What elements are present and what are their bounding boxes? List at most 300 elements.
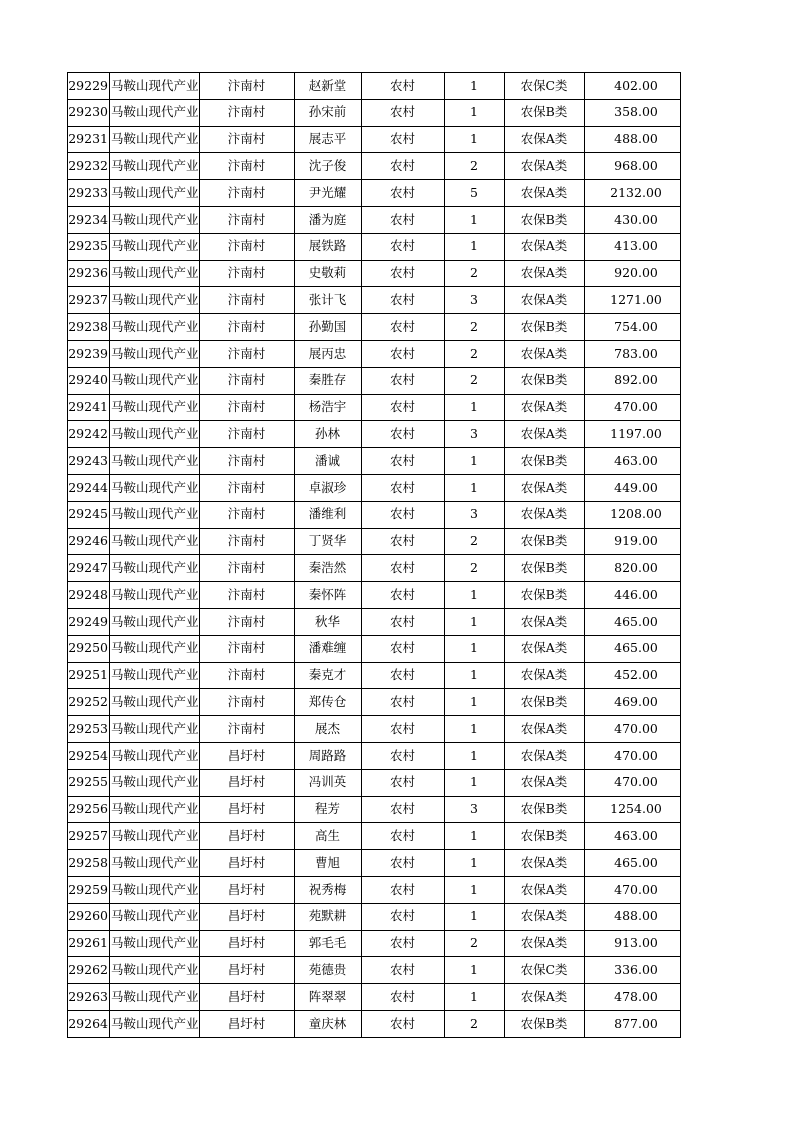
cell-amount: 413.00 xyxy=(584,233,680,260)
cell-unit: 马鞍山现代产业 xyxy=(110,474,200,501)
cell-village: 昌圩村 xyxy=(199,823,294,850)
cell-id: 29235 xyxy=(68,233,110,260)
cell-area: 农村 xyxy=(361,608,444,635)
cell-area: 农村 xyxy=(361,716,444,743)
cell-area: 农村 xyxy=(361,153,444,180)
cell-amount: 470.00 xyxy=(584,769,680,796)
cell-area: 农村 xyxy=(361,662,444,689)
cell-village: 昌圩村 xyxy=(199,742,294,769)
cell-name: 展铁路 xyxy=(294,233,361,260)
cell-category: 农保A类 xyxy=(504,903,584,930)
table-row xyxy=(68,635,681,662)
cell-category: 农保A类 xyxy=(504,340,584,367)
cell-id: 29258 xyxy=(68,850,110,877)
payment-table xyxy=(67,72,681,1038)
cell-amount: 470.00 xyxy=(584,876,680,903)
table-row xyxy=(68,448,681,475)
cell-name: 丁贤华 xyxy=(294,528,361,555)
cell-unit: 马鞍山现代产业 xyxy=(110,314,200,341)
cell-unit: 马鞍山现代产业 xyxy=(110,984,200,1011)
cell-village: 昌圩村 xyxy=(199,1010,294,1037)
cell-count: 1 xyxy=(444,126,504,153)
table-row xyxy=(68,930,681,957)
cell-count: 1 xyxy=(444,716,504,743)
cell-id: 29262 xyxy=(68,957,110,984)
cell-village: 汴南村 xyxy=(199,340,294,367)
table-row xyxy=(68,796,681,823)
cell-amount: 402.00 xyxy=(584,73,680,100)
table-row xyxy=(68,73,681,100)
cell-category: 农保B类 xyxy=(504,99,584,126)
cell-id: 29254 xyxy=(68,742,110,769)
cell-category: 农保A类 xyxy=(504,287,584,314)
cell-unit: 马鞍山现代产业 xyxy=(110,233,200,260)
cell-amount: 469.00 xyxy=(584,689,680,716)
table-row xyxy=(68,876,681,903)
cell-area: 农村 xyxy=(361,1010,444,1037)
cell-id: 29255 xyxy=(68,769,110,796)
cell-category: 农保B类 xyxy=(504,206,584,233)
cell-name: 秦怀阵 xyxy=(294,582,361,609)
cell-count: 2 xyxy=(444,1010,504,1037)
cell-area: 农村 xyxy=(361,180,444,207)
cell-village: 汴南村 xyxy=(199,608,294,635)
cell-area: 农村 xyxy=(361,474,444,501)
cell-amount: 478.00 xyxy=(584,984,680,1011)
cell-unit: 马鞍山现代产业 xyxy=(110,716,200,743)
cell-unit: 马鞍山现代产业 xyxy=(110,394,200,421)
cell-area: 农村 xyxy=(361,528,444,555)
cell-unit: 马鞍山现代产业 xyxy=(110,555,200,582)
cell-id: 29251 xyxy=(68,662,110,689)
cell-id: 29236 xyxy=(68,260,110,287)
cell-name: 秦克才 xyxy=(294,662,361,689)
cell-name: 孙勤国 xyxy=(294,314,361,341)
cell-id: 29229 xyxy=(68,73,110,100)
cell-area: 农村 xyxy=(361,287,444,314)
cell-count: 1 xyxy=(444,823,504,850)
cell-count: 3 xyxy=(444,796,504,823)
cell-name: 潘难缠 xyxy=(294,635,361,662)
cell-village: 汴南村 xyxy=(199,501,294,528)
cell-name: 展志平 xyxy=(294,126,361,153)
cell-village: 汴南村 xyxy=(199,233,294,260)
cell-amount: 488.00 xyxy=(584,903,680,930)
cell-amount: 465.00 xyxy=(584,608,680,635)
cell-name: 潘为庭 xyxy=(294,206,361,233)
table-row xyxy=(68,153,681,180)
cell-area: 农村 xyxy=(361,850,444,877)
cell-village: 昌圩村 xyxy=(199,984,294,1011)
cell-amount: 783.00 xyxy=(584,340,680,367)
cell-area: 农村 xyxy=(361,635,444,662)
cell-area: 农村 xyxy=(361,742,444,769)
cell-unit: 马鞍山现代产业 xyxy=(110,769,200,796)
table-row xyxy=(68,501,681,528)
cell-name: 尹光耀 xyxy=(294,180,361,207)
cell-area: 农村 xyxy=(361,394,444,421)
cell-area: 农村 xyxy=(361,823,444,850)
cell-amount: 358.00 xyxy=(584,99,680,126)
cell-category: 农保A类 xyxy=(504,233,584,260)
cell-amount: 1271.00 xyxy=(584,287,680,314)
cell-count: 1 xyxy=(444,957,504,984)
cell-unit: 马鞍山现代产业 xyxy=(110,367,200,394)
cell-name: 周路路 xyxy=(294,742,361,769)
cell-amount: 820.00 xyxy=(584,555,680,582)
cell-count: 2 xyxy=(444,260,504,287)
cell-area: 农村 xyxy=(361,99,444,126)
cell-name: 卓淑珍 xyxy=(294,474,361,501)
cell-area: 农村 xyxy=(361,957,444,984)
cell-unit: 马鞍山现代产业 xyxy=(110,73,200,100)
cell-category: 农保A类 xyxy=(504,635,584,662)
cell-name: 冯训英 xyxy=(294,769,361,796)
table-row xyxy=(68,582,681,609)
cell-village: 汴南村 xyxy=(199,367,294,394)
cell-unit: 马鞍山现代产业 xyxy=(110,99,200,126)
cell-village: 汴南村 xyxy=(199,474,294,501)
cell-category: 农保B类 xyxy=(504,314,584,341)
cell-name: 阵翠翠 xyxy=(294,984,361,1011)
cell-id: 29259 xyxy=(68,876,110,903)
cell-unit: 马鞍山现代产业 xyxy=(110,796,200,823)
cell-area: 农村 xyxy=(361,126,444,153)
cell-id: 29240 xyxy=(68,367,110,394)
cell-id: 29230 xyxy=(68,99,110,126)
cell-category: 农保C类 xyxy=(504,957,584,984)
cell-category: 农保A类 xyxy=(504,394,584,421)
cell-category: 农保A类 xyxy=(504,742,584,769)
cell-amount: 463.00 xyxy=(584,448,680,475)
cell-village: 汴南村 xyxy=(199,662,294,689)
cell-count: 2 xyxy=(444,340,504,367)
cell-amount: 1254.00 xyxy=(584,796,680,823)
cell-unit: 马鞍山现代产业 xyxy=(110,608,200,635)
table-row xyxy=(68,340,681,367)
table-row xyxy=(68,903,681,930)
cell-category: 农保B类 xyxy=(504,1010,584,1037)
cell-amount: 446.00 xyxy=(584,582,680,609)
table-row xyxy=(68,769,681,796)
cell-name: 秦胜存 xyxy=(294,367,361,394)
cell-name: 展杰 xyxy=(294,716,361,743)
cell-id: 29249 xyxy=(68,608,110,635)
cell-name: 孙宋前 xyxy=(294,99,361,126)
cell-area: 农村 xyxy=(361,501,444,528)
cell-name: 郑传仓 xyxy=(294,689,361,716)
cell-unit: 马鞍山现代产业 xyxy=(110,528,200,555)
cell-amount: 892.00 xyxy=(584,367,680,394)
cell-area: 农村 xyxy=(361,340,444,367)
cell-area: 农村 xyxy=(361,260,444,287)
cell-name: 童庆林 xyxy=(294,1010,361,1037)
cell-count: 1 xyxy=(444,448,504,475)
cell-unit: 马鞍山现代产业 xyxy=(110,287,200,314)
cell-count: 1 xyxy=(444,73,504,100)
cell-area: 农村 xyxy=(361,903,444,930)
table-row xyxy=(68,394,681,421)
cell-village: 昌圩村 xyxy=(199,769,294,796)
cell-area: 农村 xyxy=(361,314,444,341)
cell-amount: 470.00 xyxy=(584,742,680,769)
cell-name: 潘诚 xyxy=(294,448,361,475)
cell-category: 农保A类 xyxy=(504,930,584,957)
cell-amount: 463.00 xyxy=(584,823,680,850)
cell-unit: 马鞍山现代产业 xyxy=(110,501,200,528)
cell-amount: 2132.00 xyxy=(584,180,680,207)
cell-id: 29253 xyxy=(68,716,110,743)
table-row xyxy=(68,555,681,582)
cell-id: 29232 xyxy=(68,153,110,180)
table-row xyxy=(68,367,681,394)
cell-unit: 马鞍山现代产业 xyxy=(110,1010,200,1037)
cell-village: 汴南村 xyxy=(199,528,294,555)
cell-amount: 449.00 xyxy=(584,474,680,501)
table-row xyxy=(68,206,681,233)
cell-category: 农保A类 xyxy=(504,474,584,501)
cell-name: 张计飞 xyxy=(294,287,361,314)
cell-id: 29250 xyxy=(68,635,110,662)
cell-village: 汴南村 xyxy=(199,126,294,153)
cell-count: 1 xyxy=(444,903,504,930)
cell-name: 高生 xyxy=(294,823,361,850)
cell-category: 农保B类 xyxy=(504,367,584,394)
cell-area: 农村 xyxy=(361,206,444,233)
cell-id: 29244 xyxy=(68,474,110,501)
cell-unit: 马鞍山现代产业 xyxy=(110,180,200,207)
cell-count: 5 xyxy=(444,180,504,207)
cell-unit: 马鞍山现代产业 xyxy=(110,742,200,769)
cell-amount: 1197.00 xyxy=(584,421,680,448)
cell-amount: 1208.00 xyxy=(584,501,680,528)
cell-name: 杨浩宇 xyxy=(294,394,361,421)
cell-count: 2 xyxy=(444,555,504,582)
cell-category: 农保A类 xyxy=(504,876,584,903)
cell-village: 汴南村 xyxy=(199,287,294,314)
cell-count: 1 xyxy=(444,662,504,689)
cell-name: 曹旭 xyxy=(294,850,361,877)
cell-category: 农保A类 xyxy=(504,501,584,528)
cell-category: 农保B类 xyxy=(504,823,584,850)
cell-village: 汴南村 xyxy=(199,153,294,180)
cell-count: 1 xyxy=(444,233,504,260)
cell-area: 农村 xyxy=(361,448,444,475)
cell-village: 汴南村 xyxy=(199,314,294,341)
cell-village: 汴南村 xyxy=(199,635,294,662)
cell-unit: 马鞍山现代产业 xyxy=(110,876,200,903)
cell-unit: 马鞍山现代产业 xyxy=(110,930,200,957)
cell-count: 2 xyxy=(444,367,504,394)
cell-village: 昌圩村 xyxy=(199,796,294,823)
cell-amount: 877.00 xyxy=(584,1010,680,1037)
table-row xyxy=(68,180,681,207)
table-row xyxy=(68,850,681,877)
cell-area: 农村 xyxy=(361,930,444,957)
cell-count: 1 xyxy=(444,769,504,796)
cell-id: 29233 xyxy=(68,180,110,207)
cell-category: 农保A类 xyxy=(504,421,584,448)
cell-id: 29263 xyxy=(68,984,110,1011)
cell-id: 29260 xyxy=(68,903,110,930)
cell-id: 29261 xyxy=(68,930,110,957)
cell-count: 1 xyxy=(444,206,504,233)
cell-category: 农保B类 xyxy=(504,528,584,555)
cell-name: 祝秀梅 xyxy=(294,876,361,903)
table-row xyxy=(68,608,681,635)
cell-category: 农保B类 xyxy=(504,448,584,475)
cell-amount: 336.00 xyxy=(584,957,680,984)
cell-unit: 马鞍山现代产业 xyxy=(110,903,200,930)
cell-village: 昌圩村 xyxy=(199,957,294,984)
cell-name: 秦浩然 xyxy=(294,555,361,582)
cell-count: 1 xyxy=(444,689,504,716)
cell-count: 1 xyxy=(444,99,504,126)
table-row xyxy=(68,957,681,984)
cell-unit: 马鞍山现代产业 xyxy=(110,850,200,877)
cell-count: 1 xyxy=(444,984,504,1011)
cell-count: 2 xyxy=(444,528,504,555)
table-row xyxy=(68,99,681,126)
cell-count: 1 xyxy=(444,582,504,609)
cell-village: 汴南村 xyxy=(199,689,294,716)
cell-category: 农保A类 xyxy=(504,984,584,1011)
cell-id: 29239 xyxy=(68,340,110,367)
cell-village: 汴南村 xyxy=(199,448,294,475)
cell-village: 汴南村 xyxy=(199,716,294,743)
cell-category: 农保A类 xyxy=(504,126,584,153)
cell-count: 1 xyxy=(444,608,504,635)
cell-id: 29252 xyxy=(68,689,110,716)
cell-amount: 968.00 xyxy=(584,153,680,180)
cell-name: 赵新堂 xyxy=(294,73,361,100)
cell-amount: 488.00 xyxy=(584,126,680,153)
cell-name: 孙林 xyxy=(294,421,361,448)
cell-name: 程芳 xyxy=(294,796,361,823)
cell-name: 潘维利 xyxy=(294,501,361,528)
cell-unit: 马鞍山现代产业 xyxy=(110,823,200,850)
cell-amount: 452.00 xyxy=(584,662,680,689)
cell-count: 1 xyxy=(444,876,504,903)
cell-amount: 920.00 xyxy=(584,260,680,287)
cell-count: 1 xyxy=(444,474,504,501)
cell-village: 汴南村 xyxy=(199,99,294,126)
cell-village: 汴南村 xyxy=(199,555,294,582)
cell-id: 29247 xyxy=(68,555,110,582)
cell-amount: 465.00 xyxy=(584,850,680,877)
cell-category: 农保A类 xyxy=(504,180,584,207)
cell-count: 3 xyxy=(444,421,504,448)
cell-name: 苑德贵 xyxy=(294,957,361,984)
cell-id: 29234 xyxy=(68,206,110,233)
table-row xyxy=(68,528,681,555)
cell-name: 沈子俊 xyxy=(294,153,361,180)
cell-unit: 马鞍山现代产业 xyxy=(110,448,200,475)
cell-category: 农保B类 xyxy=(504,796,584,823)
cell-unit: 马鞍山现代产业 xyxy=(110,340,200,367)
cell-id: 29241 xyxy=(68,394,110,421)
cell-village: 汴南村 xyxy=(199,73,294,100)
table-row xyxy=(68,421,681,448)
cell-id: 29238 xyxy=(68,314,110,341)
table-row xyxy=(68,716,681,743)
table-row xyxy=(68,689,681,716)
cell-village: 昌圩村 xyxy=(199,850,294,877)
cell-id: 29257 xyxy=(68,823,110,850)
cell-area: 农村 xyxy=(361,876,444,903)
cell-category: 农保A类 xyxy=(504,153,584,180)
cell-unit: 马鞍山现代产业 xyxy=(110,206,200,233)
table-row xyxy=(68,984,681,1011)
cell-village: 汴南村 xyxy=(199,260,294,287)
table-row xyxy=(68,823,681,850)
cell-category: 农保A类 xyxy=(504,850,584,877)
cell-unit: 马鞍山现代产业 xyxy=(110,689,200,716)
cell-name: 史敬莉 xyxy=(294,260,361,287)
cell-name: 秋华 xyxy=(294,608,361,635)
cell-unit: 马鞍山现代产业 xyxy=(110,582,200,609)
cell-area: 农村 xyxy=(361,769,444,796)
table-row xyxy=(68,662,681,689)
table-row xyxy=(68,260,681,287)
cell-amount: 430.00 xyxy=(584,206,680,233)
cell-amount: 919.00 xyxy=(584,528,680,555)
cell-area: 农村 xyxy=(361,421,444,448)
cell-area: 农村 xyxy=(361,555,444,582)
cell-name: 郭毛毛 xyxy=(294,930,361,957)
cell-count: 2 xyxy=(444,314,504,341)
cell-count: 1 xyxy=(444,635,504,662)
table-row xyxy=(68,233,681,260)
table-row xyxy=(68,1010,681,1037)
cell-count: 2 xyxy=(444,930,504,957)
cell-id: 29242 xyxy=(68,421,110,448)
cell-unit: 马鞍山现代产业 xyxy=(110,662,200,689)
cell-id: 29248 xyxy=(68,582,110,609)
cell-village: 昌圩村 xyxy=(199,876,294,903)
cell-area: 农村 xyxy=(361,367,444,394)
cell-amount: 470.00 xyxy=(584,394,680,421)
cell-count: 1 xyxy=(444,850,504,877)
table-row xyxy=(68,474,681,501)
cell-category: 农保A类 xyxy=(504,769,584,796)
table-row xyxy=(68,742,681,769)
cell-area: 农村 xyxy=(361,73,444,100)
cell-category: 农保A类 xyxy=(504,260,584,287)
table-body xyxy=(68,73,681,1038)
cell-amount: 470.00 xyxy=(584,716,680,743)
cell-village: 汴南村 xyxy=(199,421,294,448)
cell-village: 汴南村 xyxy=(199,394,294,421)
cell-id: 29243 xyxy=(68,448,110,475)
cell-village: 汴南村 xyxy=(199,180,294,207)
cell-unit: 马鞍山现代产业 xyxy=(110,126,200,153)
cell-amount: 754.00 xyxy=(584,314,680,341)
cell-count: 3 xyxy=(444,287,504,314)
cell-category: 农保B类 xyxy=(504,582,584,609)
cell-id: 29264 xyxy=(68,1010,110,1037)
cell-id: 29246 xyxy=(68,528,110,555)
cell-village: 汴南村 xyxy=(199,582,294,609)
cell-id: 29237 xyxy=(68,287,110,314)
cell-category: 农保C类 xyxy=(504,73,584,100)
cell-category: 农保A类 xyxy=(504,716,584,743)
cell-category: 农保B类 xyxy=(504,689,584,716)
cell-area: 农村 xyxy=(361,796,444,823)
cell-amount: 465.00 xyxy=(584,635,680,662)
table-row xyxy=(68,287,681,314)
cell-unit: 马鞍山现代产业 xyxy=(110,153,200,180)
